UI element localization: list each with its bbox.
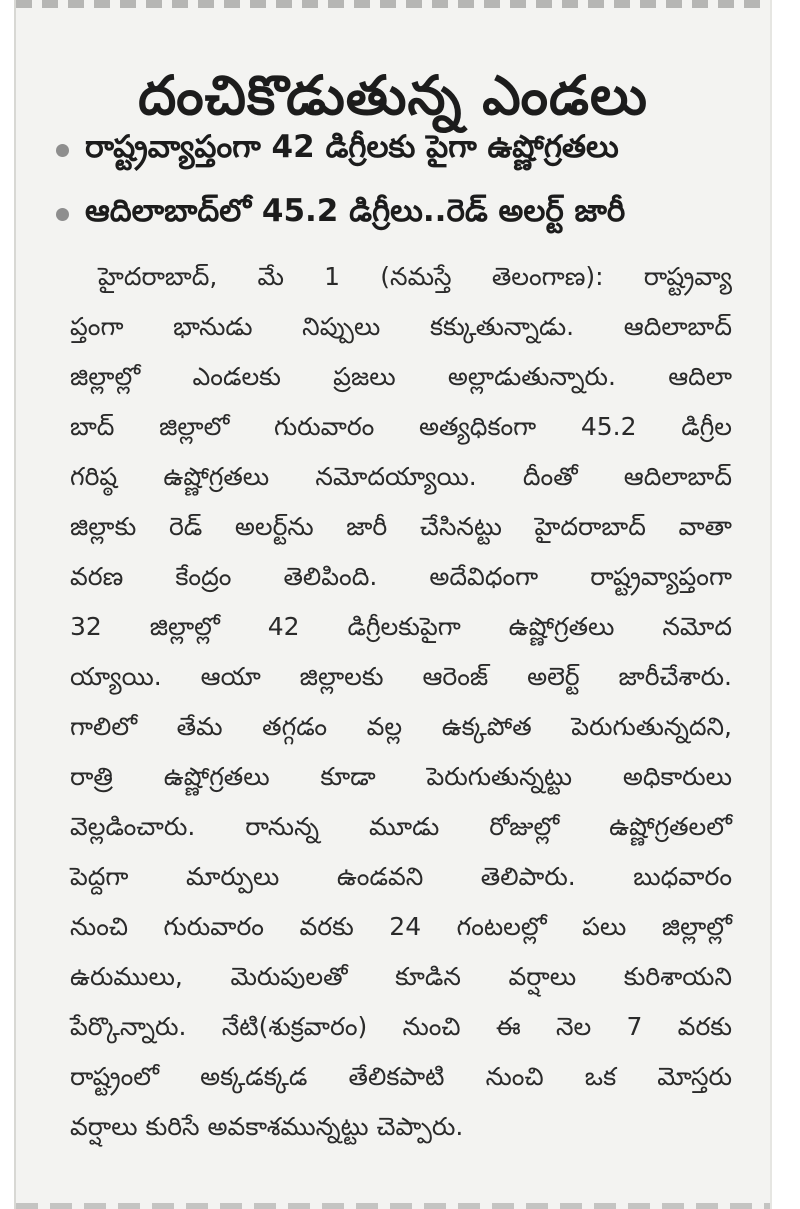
- headline: దంచికొడుతున్న ఎండలు: [138, 64, 648, 128]
- body-line: గరిష్ఠ ఉష్ణోగ్రతలు నమోదయ్యాయి. దీంతో ఆదిలాబాద్: [70, 462, 732, 491]
- subheadline-text: ఆదిలాబాద్‌లో 45.2 డిగ్రీలు..రెడ్ అలర్ట్ జారీ: [85, 192, 626, 229]
- subheadline-item: [56, 118, 750, 182]
- body-line: నుంచి గురువారం వరకు 24 గంటలల్లో పలు జిల్లాల్లో: [70, 912, 732, 941]
- bullet-dot-icon: [56, 208, 69, 221]
- torn-bottom-edge: [16, 1203, 770, 1209]
- subheadline-item: [56, 182, 750, 246]
- body-line: రాత్రి ఉష్ణోగ్రతలు కూడా పెరుగుతున్నట్టు అధికారులు: [70, 762, 732, 791]
- body-line: ప్తంగా భానుడు నిప్పులు కక్కుతున్నాడు. ఆదిలాబాద్: [70, 312, 732, 341]
- body-line: ఉరుములు, మెరుపులతో కూడిన వర్షాలు కురిశాయని: [70, 962, 732, 991]
- body-line: వర్షాలు కురిసే అవకాశమున్నట్టు చెప్పారు.: [70, 1112, 464, 1141]
- body-line: బాద్ జిల్లాలో గురువారం అత్యధికంగా 45.2 డిగ్రీల: [70, 412, 732, 441]
- body-line: వెల్లడించారు. రానున్న మూడు రోజుల్లో ఉష్ణోగ్రతలలో: [70, 812, 732, 841]
- bullet-dot-icon: [56, 144, 69, 157]
- article-body: [70, 252, 732, 1152]
- body-line: 32 జిల్లాల్లో 42 డిగ్రీలకుపైగా ఉష్ణోగ్రతలు నమోద: [70, 612, 732, 641]
- subheadline-text: రాష్ట్రవ్యాప్తంగా 42 డిగ్రీలకు పైగా ఉష్ణోగ్రతలు: [85, 128, 619, 165]
- body-line: వరణ కేంద్రం తెలిపింది. అదేవిధంగా రాష్ట్రవ్యాప్తంగా: [70, 562, 732, 591]
- torn-top-edge: [16, 0, 770, 8]
- body-line: గాలిలో తేమ తగ్గడం వల్ల ఉక్కపోత పెరుగుతున్నదని,: [70, 712, 732, 741]
- body-line: హైదరాబాద్, మే 1 (నమస్తే తెలంగాణ): రాష్ట్రవ్యా: [98, 262, 732, 291]
- body-line: జిల్లాకు రెడ్ అలర్ట్‌ను జారీ చేసినట్టు హైదరాబాద్ వాతా: [70, 512, 732, 541]
- newspaper-clipping: [14, 0, 772, 1209]
- subheadline-list: [56, 118, 750, 246]
- body-line: రాష్ట్రంలో అక్కడక్కడ తేలికపాటి నుంచి ఒక మోస్తరు: [70, 1062, 732, 1091]
- body-line: పెద్దగా మార్పులు ఉండవని తెలిపారు. బుధవారం: [70, 862, 732, 891]
- body-line: య్యాయి. ఆయా జిల్లాలకు ఆరెంజ్ అలెర్ట్ జారీచేశారు.: [70, 662, 732, 691]
- body-line: జిల్లాల్లో ఎండలకు ప్రజలు అల్లాడుతున్నారు. ఆదిలా: [70, 362, 732, 391]
- body-line: పేర్కొన్నారు. నేటి(శుక్రవారం) నుంచి ఈ నెల 7 వరకు: [70, 1012, 732, 1041]
